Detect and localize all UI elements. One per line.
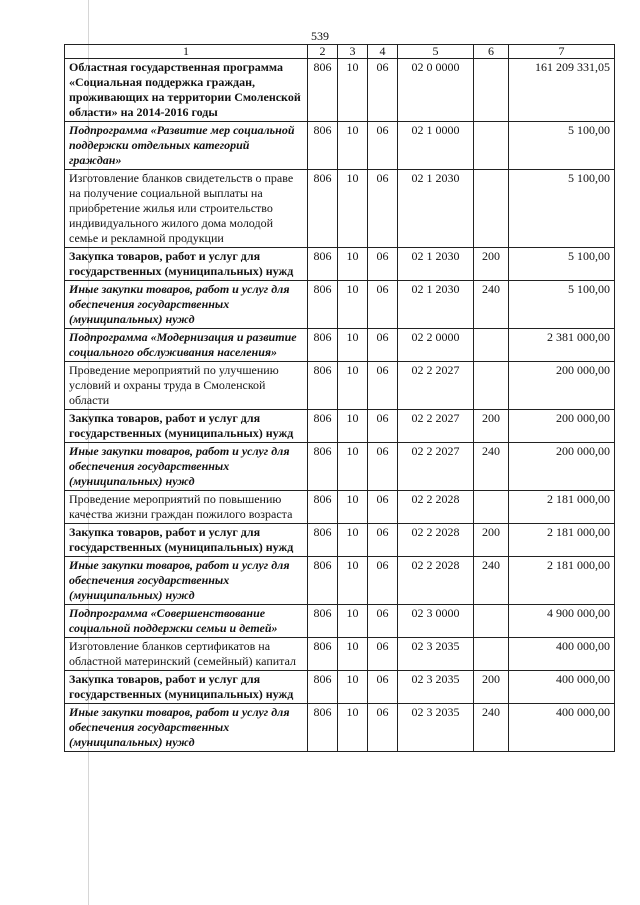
row-expense-type-cell: [474, 491, 509, 524]
column-header: 1: [65, 45, 308, 59]
table-row: [65, 671, 615, 704]
row-target-article-cell: 02 2 2027: [398, 443, 474, 491]
row-section-cell: 10: [338, 524, 368, 557]
row-name-cell: Подпрограмма «Совершенствование социальной поддержки семьи и детей»: [65, 605, 308, 638]
row-admin-code-cell: 806: [308, 638, 338, 671]
row-name-cell: Иные закупки товаров, работ и услуг для обеспечения государственных (муниципальных) нужд: [65, 281, 308, 329]
row-target-article-cell: 02 1 2030: [398, 281, 474, 329]
table-row: [65, 524, 615, 557]
table-row: [65, 557, 615, 605]
row-amount-cell: 200 000,00: [509, 443, 615, 491]
row-admin-code-cell: 806: [308, 491, 338, 524]
column-header: 5: [398, 45, 474, 59]
table-row: [65, 491, 615, 524]
row-target-article-cell: 02 0 0000: [398, 59, 474, 122]
row-name-cell: Закупка товаров, работ и услуг для государственных (муниципальных) нужд: [65, 524, 308, 557]
row-section-cell: 10: [338, 362, 368, 410]
row-amount-cell: 161 209 331,05: [509, 59, 615, 122]
row-name-cell: Закупка товаров, работ и услуг для государственных (муниципальных) нужд: [65, 671, 308, 704]
row-admin-code-cell: 806: [308, 410, 338, 443]
row-target-article-cell: 02 1 0000: [398, 122, 474, 170]
row-amount-cell: 2 181 000,00: [509, 524, 615, 557]
row-expense-type-cell: 200: [474, 671, 509, 704]
row-name-cell: Изготовление бланков сертификатов на областной материнский (семейный) капитал: [65, 638, 308, 671]
row-amount-cell: 200 000,00: [509, 362, 615, 410]
row-admin-code-cell: 806: [308, 281, 338, 329]
row-amount-cell: 5 100,00: [509, 170, 615, 248]
row-admin-code-cell: 806: [308, 605, 338, 638]
row-target-article-cell: 02 2 0000: [398, 329, 474, 362]
row-name-cell: Изготовление бланков свидетельств о праве на получение социальной выплаты на приобретение жилья или строительство индивидуального жилого дома молодой семье и рекламной продукции: [65, 170, 308, 248]
row-admin-code-cell: 806: [308, 557, 338, 605]
row-amount-cell: 2 381 000,00: [509, 329, 615, 362]
row-amount-cell: 2 181 000,00: [509, 557, 615, 605]
row-section-cell: 10: [338, 410, 368, 443]
table-row: [65, 59, 615, 122]
page-number: 539: [311, 29, 329, 43]
table-row: [65, 248, 615, 281]
row-expense-type-cell: 200: [474, 248, 509, 281]
row-name-cell: Закупка товаров, работ и услуг для государственных (муниципальных) нужд: [65, 410, 308, 443]
row-target-article-cell: 02 3 0000: [398, 605, 474, 638]
row-expense-type-cell: [474, 605, 509, 638]
row-subsection-cell: 06: [368, 281, 398, 329]
row-section-cell: 10: [338, 443, 368, 491]
row-admin-code-cell: 806: [308, 248, 338, 281]
row-section-cell: 10: [338, 704, 368, 752]
row-expense-type-cell: 240: [474, 443, 509, 491]
row-admin-code-cell: 806: [308, 329, 338, 362]
row-target-article-cell: 02 3 2035: [398, 638, 474, 671]
row-subsection-cell: 06: [368, 170, 398, 248]
row-expense-type-cell: 240: [474, 557, 509, 605]
row-section-cell: 10: [338, 59, 368, 122]
budget-table: [64, 44, 615, 752]
row-name-cell: Проведение мероприятий по улучшению условий и охраны труда в Смоленской области: [65, 362, 308, 410]
row-amount-cell: 5 100,00: [509, 122, 615, 170]
table-row: [65, 605, 615, 638]
row-subsection-cell: 06: [368, 704, 398, 752]
row-expense-type-cell: [474, 638, 509, 671]
row-expense-type-cell: [474, 59, 509, 122]
row-admin-code-cell: 806: [308, 59, 338, 122]
row-section-cell: 10: [338, 671, 368, 704]
row-amount-cell: 5 100,00: [509, 248, 615, 281]
row-admin-code-cell: 806: [308, 704, 338, 752]
table-row: [65, 281, 615, 329]
row-name-cell: Областная государственная программа «Социальная поддержка граждан, проживающих на территории Смоленской области» на 2014-2016 годы: [65, 59, 308, 122]
row-subsection-cell: 06: [368, 362, 398, 410]
column-header: 4: [368, 45, 398, 59]
row-name-cell: Иные закупки товаров, работ и услуг для обеспечения государственных (муниципальных) нужд: [65, 443, 308, 491]
table-header-row: [65, 45, 615, 59]
row-section-cell: 10: [338, 638, 368, 671]
row-amount-cell: 200 000,00: [509, 410, 615, 443]
row-target-article-cell: 02 2 2028: [398, 524, 474, 557]
row-subsection-cell: 06: [368, 638, 398, 671]
row-section-cell: 10: [338, 329, 368, 362]
row-amount-cell: 400 000,00: [509, 671, 615, 704]
row-name-cell: Закупка товаров, работ и услуг для государственных (муниципальных) нужд: [65, 248, 308, 281]
row-subsection-cell: 06: [368, 443, 398, 491]
row-expense-type-cell: [474, 329, 509, 362]
row-subsection-cell: 06: [368, 59, 398, 122]
column-header: 6: [474, 45, 509, 59]
row-target-article-cell: 02 2 2028: [398, 557, 474, 605]
row-subsection-cell: 06: [368, 557, 398, 605]
row-amount-cell: 4 900 000,00: [509, 605, 615, 638]
row-admin-code-cell: 806: [308, 170, 338, 248]
row-admin-code-cell: 806: [308, 362, 338, 410]
row-name-cell: Иные закупки товаров, работ и услуг для обеспечения государственных (муниципальных) нужд: [65, 557, 308, 605]
column-header: 2: [308, 45, 338, 59]
row-target-article-cell: 02 3 2035: [398, 704, 474, 752]
table-row: [65, 362, 615, 410]
table-row: [65, 329, 615, 362]
row-target-article-cell: 02 1 2030: [398, 248, 474, 281]
row-expense-type-cell: [474, 122, 509, 170]
row-expense-type-cell: 240: [474, 281, 509, 329]
row-section-cell: 10: [338, 491, 368, 524]
row-amount-cell: 5 100,00: [509, 281, 615, 329]
table-row: [65, 410, 615, 443]
row-name-cell: Иные закупки товаров, работ и услуг для обеспечения государственных (муниципальных) нужд: [65, 704, 308, 752]
row-admin-code-cell: 806: [308, 671, 338, 704]
row-target-article-cell: 02 2 2027: [398, 410, 474, 443]
row-target-article-cell: 02 2 2027: [398, 362, 474, 410]
table-row: [65, 170, 615, 248]
row-amount-cell: 400 000,00: [509, 704, 615, 752]
column-header: 3: [338, 45, 368, 59]
row-subsection-cell: 06: [368, 605, 398, 638]
row-expense-type-cell: [474, 362, 509, 410]
row-expense-type-cell: [474, 170, 509, 248]
row-target-article-cell: 02 2 2028: [398, 491, 474, 524]
table-row: [65, 122, 615, 170]
table-row: [65, 443, 615, 491]
row-name-cell: Проведение мероприятий по повышению качества жизни граждан пожилого возраста: [65, 491, 308, 524]
row-amount-cell: 400 000,00: [509, 638, 615, 671]
row-subsection-cell: 06: [368, 248, 398, 281]
row-target-article-cell: 02 1 2030: [398, 170, 474, 248]
row-amount-cell: 2 181 000,00: [509, 491, 615, 524]
row-section-cell: 10: [338, 248, 368, 281]
row-subsection-cell: 06: [368, 491, 398, 524]
table-row: [65, 638, 615, 671]
row-section-cell: 10: [338, 170, 368, 248]
row-subsection-cell: 06: [368, 524, 398, 557]
row-expense-type-cell: 200: [474, 524, 509, 557]
row-name-cell: Подпрограмма «Модернизация и развитие социального обслуживания населения»: [65, 329, 308, 362]
table-body: [65, 59, 615, 752]
column-header: 7: [509, 45, 615, 59]
row-subsection-cell: 06: [368, 410, 398, 443]
row-section-cell: 10: [338, 281, 368, 329]
row-admin-code-cell: 806: [308, 122, 338, 170]
row-subsection-cell: 06: [368, 122, 398, 170]
row-section-cell: 10: [338, 605, 368, 638]
row-section-cell: 10: [338, 122, 368, 170]
row-admin-code-cell: 806: [308, 524, 338, 557]
row-admin-code-cell: 806: [308, 443, 338, 491]
row-subsection-cell: 06: [368, 671, 398, 704]
row-expense-type-cell: 200: [474, 410, 509, 443]
row-subsection-cell: 06: [368, 329, 398, 362]
row-target-article-cell: 02 3 2035: [398, 671, 474, 704]
row-expense-type-cell: 240: [474, 704, 509, 752]
row-section-cell: 10: [338, 557, 368, 605]
table-row: [65, 704, 615, 752]
row-name-cell: Подпрограмма «Развитие мер социальной поддержки отдельных категорий граждан»: [65, 122, 308, 170]
